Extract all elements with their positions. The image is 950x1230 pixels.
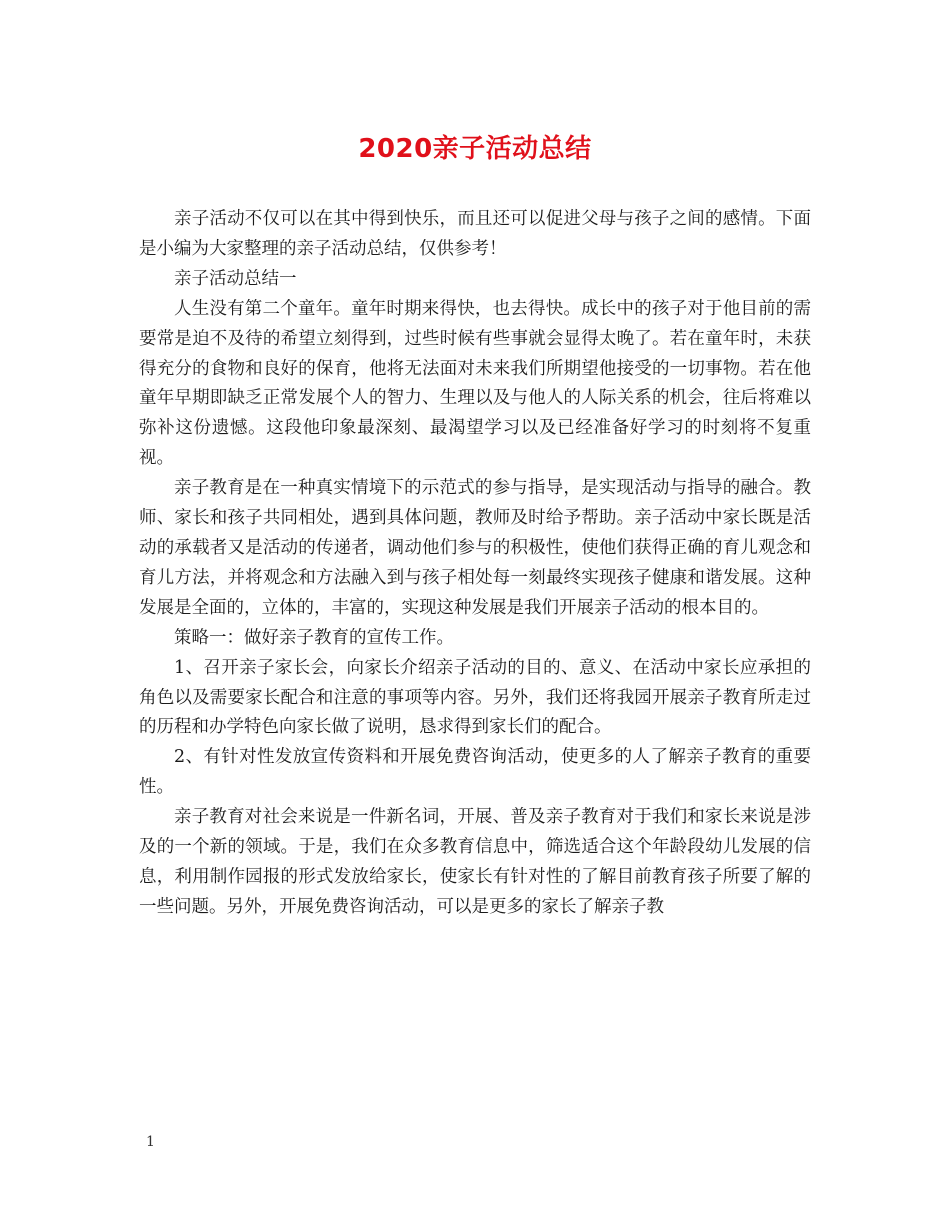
document-body: [139, 205, 811, 923]
page-number: 1: [146, 1134, 155, 1150]
paragraph-new-field: 亲子教育对社会来说是一件新名词，开展、普及亲子教育对于我们和家长来说是涉及的一个新的领域。于是，我们在众多教育信息中，筛选适合这个年龄段幼儿发展的信息，利用制作园报的形式发放给家长，使家长有针对性的了解目前教育孩子所要了解的一些问题。另外，开展免费咨询活动，可以是更多的家长了解亲子教: [139, 807, 811, 917]
paragraph-childhood: 人生没有第二个童年。童年时期来得快，也去得快。成长中的孩子对于他目前的需要常是迫不及待的希望立刻得到，过些时候有些事就会显得太晚了。若在童年时，未获得充分的食物和良好的保育，他将无法面对未来我们所期望他接受的一切事物。若在他童年早期即缺乏正常发展个人的智力、生理以及与他人的人际关系的机会，往后将难以弥补这份遗憾。这段他印象最深刻、最渴望学习以及已经准备好学习的时刻将不复重视。: [139, 298, 811, 469]
paragraph-intro: 亲子活动不仅可以在其中得到快乐，而且还可以促进父母与孩子之间的感情。下面是小编为大家整理的亲子活动总结，仅供参考！: [139, 209, 811, 259]
strategy-heading: 策略一：做好亲子教育的宣传工作。: [174, 627, 454, 648]
section-heading: 亲子活动总结一: [174, 268, 297, 289]
paragraph-item-1: 1、召开亲子家长会，向家长介绍亲子活动的目的、意义、在活动中家长应承担的角色以及需要家长配合和注意的事项等内容。另外，我们还将我园开展亲子教育所走过的历程和办学特色向家长做了说明，恳求得到家长们的配合。: [139, 657, 811, 738]
paragraph-item-2: 2、有针对性发放宣传资料和开展免费咨询活动，使更多的人了解亲子教育的重要性。: [139, 747, 811, 798]
paragraph-parent-child-education: 亲子教育是在一种真实情境下的示范式的参与指导，是实现活动与指导的融合。教师、家长和孩子共同相处，遇到具体问题，教师及时给予帮助。亲子活动中家长既是活动的承载者又是活动的传递者，调动他们参与的积极性，使他们获得正确的育儿观念和育儿方法，并将观念和方法融入到与孩子相处每一刻最终实现孩子健康和谐发展。这种发展是全面的，立体的，丰富的，实现这种发展是我们开展亲子活动的根本目的。: [139, 478, 811, 618]
document-title: 2020亲子活动总结: [358, 134, 592, 164]
